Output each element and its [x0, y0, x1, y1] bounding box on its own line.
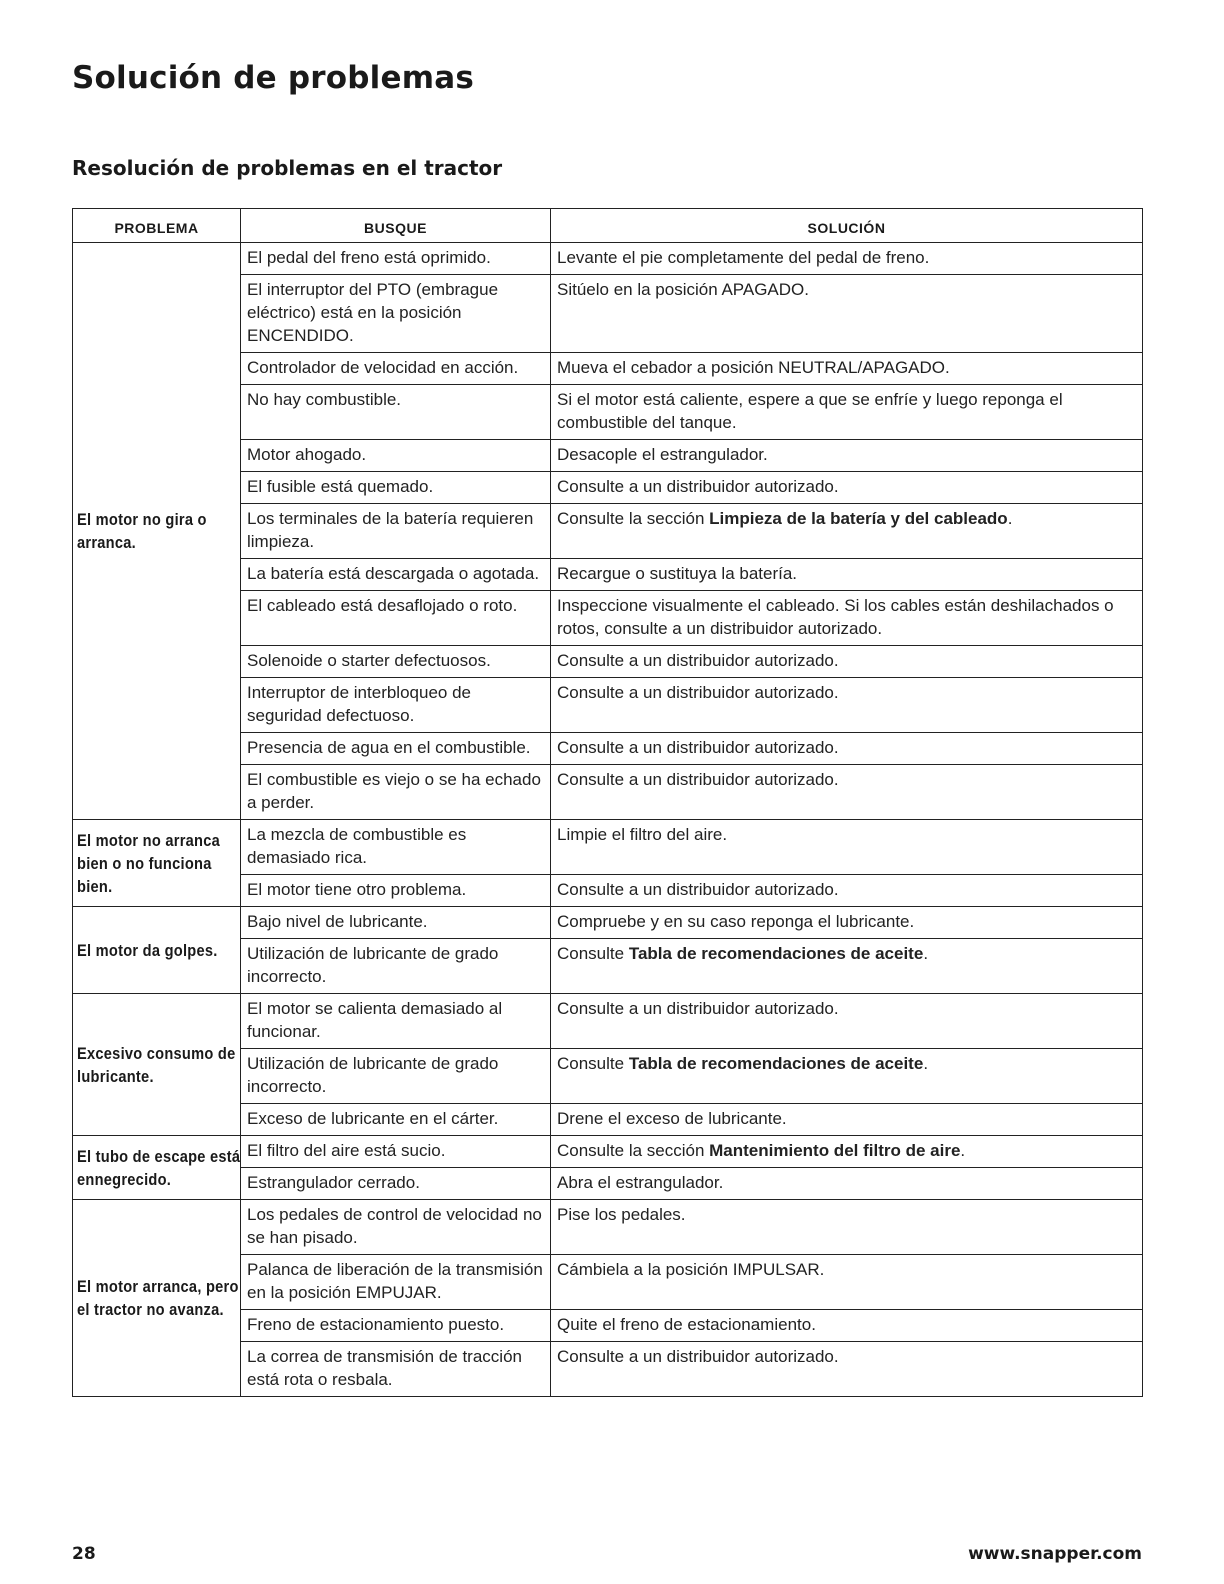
solution-text: Consulte a un distribuidor autorizado.: [557, 683, 839, 702]
solution-text: Compruebe y en su caso reponga el lubricante.: [557, 912, 915, 931]
cause-cell: El pedal del freno está oprimido.: [241, 243, 551, 275]
solution-cell: [551, 733, 1143, 765]
solution-cell: [551, 820, 1143, 875]
cause-cell: El fusible está quemado.: [241, 472, 551, 504]
solution-text: Si el motor está caliente, espere a que se enfríe y luego reponga el combustible del tanque.: [557, 390, 1063, 432]
solution-cell: [551, 1200, 1143, 1255]
solution-cell: [551, 1342, 1143, 1397]
solution-text: Levante el pie completamente del pedal de freno.: [557, 248, 930, 267]
cause-cell: Los pedales de control de velocidad no se han pisado.: [241, 1200, 551, 1255]
problem-label: El motor da golpes.: [77, 940, 218, 960]
solution-cell: [551, 939, 1143, 994]
solution-text: Consulte la sección: [557, 1141, 710, 1160]
problem-label: El motor no gira o arranca.: [77, 510, 207, 552]
cause-cell: Utilización de lubricante de grado incorrecto.: [241, 1049, 551, 1104]
cause-cell: La mezcla de combustible es demasiado rica.: [241, 820, 551, 875]
solution-cell: [551, 353, 1143, 385]
solution-reference: Limpieza de la batería y del cableado: [709, 509, 1008, 528]
solution-cell: [551, 765, 1143, 820]
solution-text: Recargue o sustituya la batería.: [557, 564, 798, 583]
problem-label: El motor arranca, pero el tractor no avanza.: [77, 1277, 239, 1319]
solution-text: Consulte a un distribuidor autorizado.: [557, 1347, 839, 1366]
solution-cell: [551, 1168, 1143, 1200]
solution-text: Consulte a un distribuidor autorizado.: [557, 738, 839, 757]
cause-cell: Los terminales de la batería requieren limpieza.: [241, 504, 551, 559]
solution-text: Limpie el filtro del aire.: [557, 825, 728, 844]
header-busque: BUSQUE: [241, 209, 551, 243]
table-row: [73, 907, 1143, 939]
solution-text: Cámbiela a la posición IMPULSAR.: [557, 1260, 825, 1279]
solution-reference: Tabla de recomendaciones de aceite: [628, 944, 924, 963]
solution-cell: [551, 1049, 1143, 1104]
table-row: [73, 1200, 1143, 1255]
solution-text: Consulte a un distribuidor autorizado.: [557, 999, 839, 1018]
table-row: [73, 820, 1143, 875]
table-row: [73, 994, 1143, 1049]
section-title: Resolución de problemas en el tractor: [72, 156, 503, 180]
solution-text-end: .: [923, 944, 929, 963]
solution-cell: [551, 385, 1143, 440]
problem-cell: [73, 994, 241, 1136]
problem-label: El motor no arranca bien o no funciona bien.: [77, 830, 221, 896]
solution-cell: [551, 1104, 1143, 1136]
solution-text: Desacople el estrangulador.: [557, 445, 768, 464]
troubleshooting-table: [72, 208, 1143, 1397]
solution-text: Sitúelo en la posición APAGADO.: [557, 280, 809, 299]
solution-text: Consulte a un distribuidor autorizado.: [557, 477, 839, 496]
solution-text: Consulte la sección: [557, 509, 710, 528]
solution-text: Inspeccione visualmente el cableado. Si los cables están deshilachados o rotos, consulte a un distribuidor autorizado.: [557, 596, 1114, 638]
cause-cell: El motor tiene otro problema.: [241, 875, 551, 907]
cause-cell: Bajo nivel de lubricante.: [241, 907, 551, 939]
cause-cell: Presencia de agua en el combustible.: [241, 733, 551, 765]
cause-cell: El filtro del aire está sucio.: [241, 1136, 551, 1168]
solution-cell: [551, 1255, 1143, 1310]
solution-cell: [551, 1310, 1143, 1342]
problem-cell: [73, 243, 241, 820]
solution-text: Drene el exceso de lubricante.: [557, 1109, 787, 1128]
problem-label: El tubo de escape está ennegrecido.: [77, 1146, 241, 1189]
cause-cell: Utilización de lubricante de grado incorrecto.: [241, 939, 551, 994]
problem-cell: [73, 907, 241, 994]
solution-text-end: .: [1007, 509, 1013, 528]
solution-text: Mueva el cebador a posición NEUTRAL/APAGADO.: [557, 358, 950, 377]
solution-text: Pise los pedales.: [557, 1205, 686, 1224]
cause-cell: Controlador de velocidad en acción.: [241, 353, 551, 385]
cause-cell: Freno de estacionamiento puesto.: [241, 1310, 551, 1342]
problem-label: Excesivo consumo de lubricante.: [77, 1043, 236, 1086]
solution-cell: [551, 994, 1143, 1049]
problem-cell: [73, 1136, 241, 1200]
solution-cell: [551, 678, 1143, 733]
table-body: [73, 243, 1143, 1397]
solution-text: Quite el freno de estacionamiento.: [557, 1315, 816, 1334]
solution-cell: [551, 440, 1143, 472]
solution-cell: [551, 559, 1143, 591]
solution-cell: [551, 472, 1143, 504]
cause-cell: El cableado está desaflojado o roto.: [241, 591, 551, 646]
header-solucion: SOLUCIÓN: [551, 209, 1143, 243]
solution-cell: [551, 275, 1143, 353]
cause-cell: Palanca de liberación de la transmisión en la posición EMPUJAR.: [241, 1255, 551, 1310]
solution-text: Consulte a un distribuidor autorizado.: [557, 770, 839, 789]
cause-cell: Exceso de lubricante en el cárter.: [241, 1104, 551, 1136]
problem-cell: [73, 820, 241, 907]
cause-cell: Solenoide o starter defectuosos.: [241, 646, 551, 678]
solution-cell: [551, 907, 1143, 939]
solution-text: Consulte: [557, 1054, 629, 1073]
solution-cell: [551, 646, 1143, 678]
solution-text-end: .: [960, 1141, 966, 1160]
solution-cell: [551, 504, 1143, 559]
solution-text: Abra el estrangulador.: [557, 1173, 724, 1192]
solution-text: Consulte a un distribuidor autorizado.: [557, 880, 839, 899]
problem-cell: [73, 1200, 241, 1397]
cause-cell: Estrangulador cerrado.: [241, 1168, 551, 1200]
cause-cell: La batería está descargada o agotada.: [241, 559, 551, 591]
cause-cell: Interruptor de interbloqueo de seguridad defectuoso.: [241, 678, 551, 733]
solution-text: Consulte: [557, 944, 629, 963]
header-problema: PROBLEMA: [73, 209, 241, 243]
cause-cell: La correa de transmisión de tracción está rota o resbala.: [241, 1342, 551, 1397]
cause-cell: El combustible es viejo o se ha echado a perder.: [241, 765, 551, 820]
solution-cell: [551, 875, 1143, 907]
solution-cell: [551, 591, 1143, 646]
table-row: [73, 1136, 1143, 1168]
table-row: [73, 243, 1143, 275]
solution-reference: Mantenimiento del filtro de aire: [709, 1141, 961, 1160]
solution-reference: Tabla de recomendaciones de aceite: [628, 1054, 924, 1073]
solution-cell: [551, 1136, 1143, 1168]
cause-cell: El motor se calienta demasiado al funcionar.: [241, 994, 551, 1049]
table-header-row: [73, 209, 1143, 243]
solution-cell: [551, 243, 1143, 275]
cause-cell: Motor ahogado.: [241, 440, 551, 472]
website-url: www.snapper.com: [968, 1544, 1142, 1564]
page-number: 28: [72, 1544, 96, 1564]
solution-text: Consulte a un distribuidor autorizado.: [557, 651, 839, 670]
solution-text-end: .: [923, 1054, 929, 1073]
cause-cell: No hay combustible.: [241, 385, 551, 440]
cause-cell: El interruptor del PTO (embrague eléctrico) está en la posición ENCENDIDO.: [241, 275, 551, 353]
page-title: Solución de problemas: [72, 60, 474, 96]
